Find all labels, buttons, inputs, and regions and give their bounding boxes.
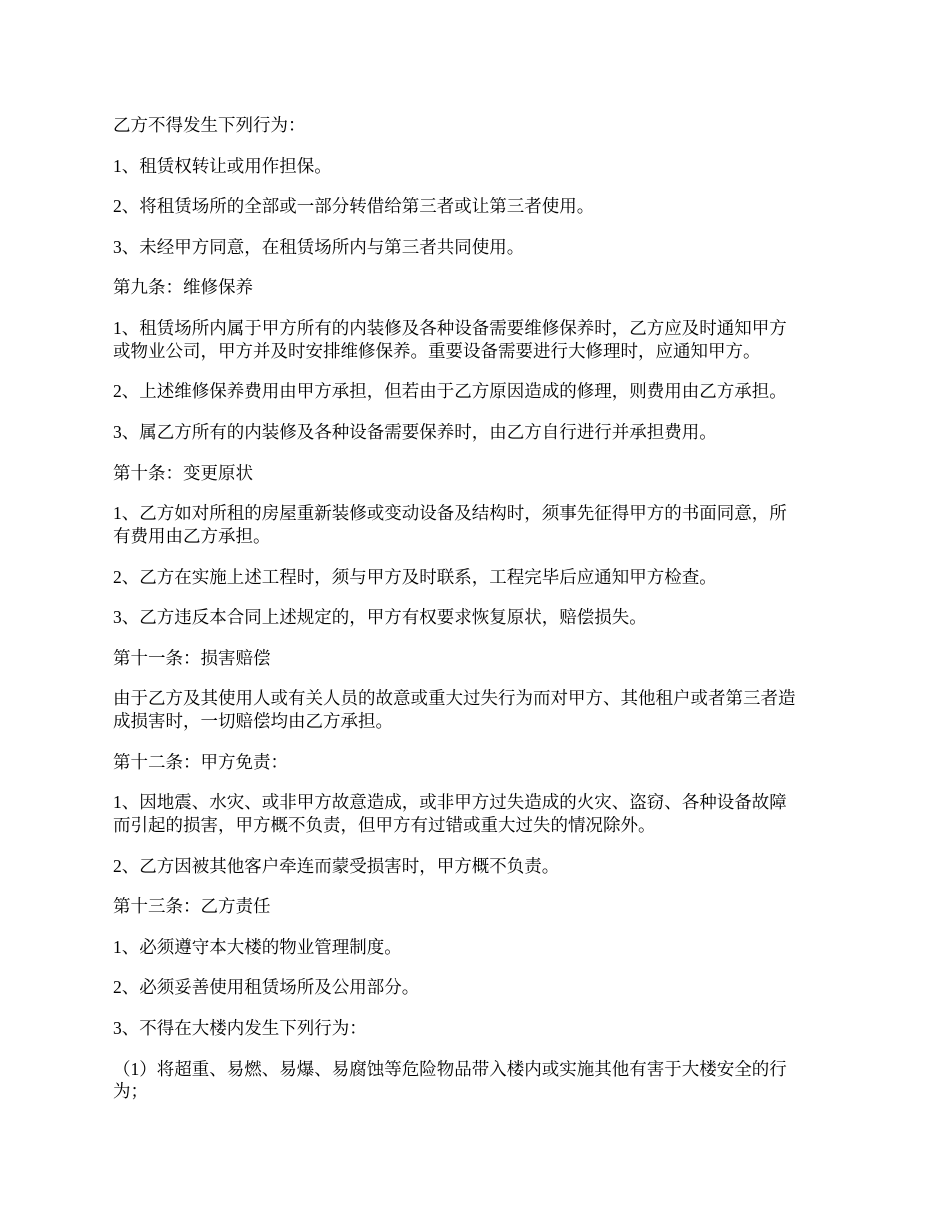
clause-item: [113, 976, 950, 999]
text-line: 1、租赁权转让或用作担保。: [113, 155, 332, 176]
clause-item: [113, 606, 950, 629]
clause-item: [113, 380, 950, 403]
text-line: 为；: [113, 1081, 148, 1102]
heading-line: 第十三条：乙方责任: [113, 896, 271, 917]
text-line: 1、因地震、水灾、或非甲方故意造成，或非甲方过失造成的火灾、盗窃、各种设备故障: [113, 792, 787, 813]
heading-line: 第九条：维修保养: [113, 277, 253, 298]
article-heading: [113, 462, 950, 485]
clause-item: [113, 791, 950, 837]
clause-paragraph: [113, 687, 950, 733]
clause-item: [113, 1017, 950, 1040]
clause-item: [113, 195, 950, 218]
text-line: 1、乙方如对所租的房屋重新装修或变动设备及结构时，须事先征得甲方的书面同意，所: [113, 503, 787, 524]
text-line: 3、未经甲方同意，在租赁场所内与第三者共同使用。: [113, 236, 525, 257]
text-line: 3、不得在大楼内发生下列行为：: [113, 1018, 367, 1039]
text-line: 乙方不得发生下列行为：: [113, 115, 306, 135]
clause-item: [113, 566, 950, 589]
clause-item: [113, 317, 950, 363]
article-heading: [113, 751, 950, 774]
text-line: 1、租赁场所内属于甲方所有的内装修及各种设备需要维修保养时，乙方应及时通知甲方: [113, 317, 787, 338]
clause-item: [113, 855, 950, 878]
article-heading: [113, 895, 950, 918]
clause-item: [113, 421, 950, 444]
sub-clause-item: [113, 1058, 950, 1104]
clause-item: [113, 155, 950, 178]
text-line: 2、必须妥善使用租赁场所及公用部分。: [113, 977, 420, 998]
text-line: 或物业公司，甲方并及时安排维修保养。重要设备需要进行大修理时，应通知甲方。: [113, 340, 761, 361]
text-line: 成损害时，一切赔偿均由乙方承担。: [113, 711, 393, 732]
text-line: 而引起的损害，甲方概不负责，但甲方有过错或重大过失的情况除外。: [113, 815, 656, 836]
text-line: 3、属乙方所有的内装修及各种设备需要保养时，由乙方自行进行并承担费用。: [113, 421, 717, 442]
text-line: 3、乙方违反本合同上述规定的，甲方有权要求恢复原状，赔偿损失。: [113, 607, 647, 628]
text-line: （1）将超重、易燃、易爆、易腐蚀等危险物品带入楼内或实施其他有害于大楼安全的行: [113, 1058, 787, 1079]
text-line: 2、将租赁场所的全部或一部分转借给第三者或让第三者使用。: [113, 196, 595, 217]
clause-item: [113, 502, 950, 548]
article-heading: [113, 276, 950, 299]
text-line: 2、乙方因被其他客户牵连而蒙受损害时，甲方概不负责。: [113, 855, 560, 876]
intro-paragraph: [113, 114, 950, 137]
text-line: 2、上述维修保养费用由甲方承担，但若由于乙方原因造成的修理，则费用由乙方承担。: [113, 381, 787, 402]
text-line: 由于乙方及其使用人或有关人员的故意或重大过失行为而对甲方、其他租户或者第三者造: [113, 688, 796, 709]
clause-item: [113, 936, 950, 959]
heading-line: 第十条：变更原状: [113, 462, 253, 483]
heading-line: 第十一条：损害赔偿: [113, 647, 271, 668]
text-line: 2、乙方在实施上述工程时，须与甲方及时联系，工程完毕后应通知甲方检查。: [113, 566, 717, 587]
heading-line: 第十二条：甲方免责：: [113, 751, 288, 772]
text-line: 有费用由乙方承担。: [113, 525, 271, 546]
text-line: 1、必须遵守本大楼的物业管理制度。: [113, 936, 402, 957]
clause-item: [113, 236, 950, 259]
article-heading: [113, 647, 950, 670]
